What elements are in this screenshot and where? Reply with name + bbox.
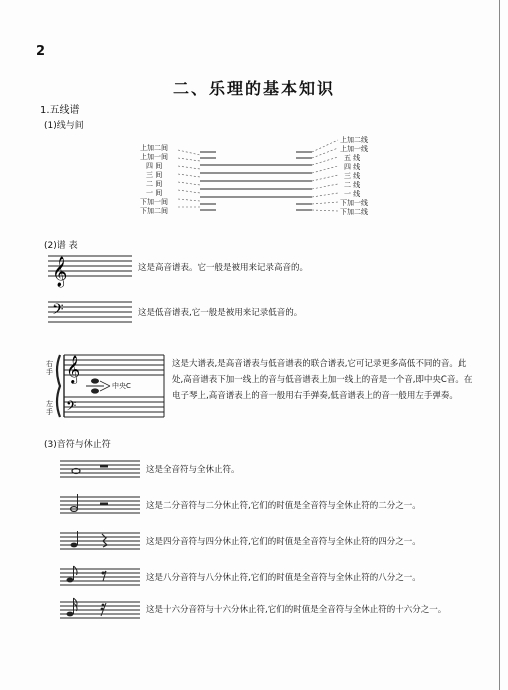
section-heading-staff: 1.五线谱 <box>40 105 80 116</box>
svg-text:𝄞: 𝄞 <box>66 355 81 383</box>
svg-text:𝄞: 𝄞 <box>52 257 68 287</box>
line-label: 上加二线 <box>340 136 368 144</box>
note-description: 这是全音符与全休止符。 <box>146 465 240 475</box>
line-label: 三 线 <box>344 172 361 180</box>
space-label: 上加一间 <box>140 153 168 161</box>
svg-text:𝄢: 𝄢 <box>52 301 64 322</box>
line-label: 下加一线 <box>340 199 368 207</box>
space-label: 二 间 <box>146 180 163 188</box>
space-label: 三 间 <box>146 171 163 179</box>
grand-staff-text: 这是大谱表,是高音谱表与低音谱表的联合谱表,它可记录更多高低不同的音。此处,高音谱表下加一线上的音与低音谱表上加一线上的音是一个音,即中央C音。在电子琴上,高音谱表上的音一般用右手弹奏,低音谱表上的音一般用左手弹奏。 <box>172 359 473 401</box>
right-hand-label: 右手 <box>46 360 53 376</box>
svg-text:𝄢: 𝄢 <box>66 398 77 417</box>
bass-clef-text: 这是低音谱表,它一般是被用来记录低音的。 <box>138 308 303 318</box>
middle-c-label: 中央C <box>112 382 131 390</box>
space-label: 上加二间 <box>140 144 168 152</box>
page-number: 2 <box>36 44 46 59</box>
space-label: 下加一间 <box>140 198 168 206</box>
space-label: 下加二间 <box>140 207 168 215</box>
left-hand-label: 左手 <box>46 400 53 416</box>
subheading-notes-rests: (3)音符与休止符 <box>44 440 111 450</box>
line-label: 四 线 <box>344 163 361 171</box>
note-description: 这是二分音符与二分休止符,它们的时值是全音符与全休止符的二分之一。 <box>146 501 421 511</box>
subheading-clefs: (2)谱 表 <box>44 241 78 251</box>
line-label: 五 线 <box>344 154 361 162</box>
line-label: 下加二线 <box>340 208 368 216</box>
note-description: 这是八分音符与八分休止符,它们的时值是全音符与全休止符的八分之一。 <box>146 573 421 583</box>
space-label: 四 间 <box>146 162 163 170</box>
subheading-lines-spaces: (1)线与间 <box>44 121 84 131</box>
page-title: 二、乐理的基本知识 <box>172 79 335 98</box>
space-label: 一 间 <box>146 189 163 197</box>
note-description: 这是十六分音符与十六分休止符,它们的时值是全音符与全休止符的十六分之一。 <box>146 605 447 615</box>
line-label: 一 线 <box>344 190 361 198</box>
line-label: 上加一线 <box>340 145 368 153</box>
note-description: 这是四分音符与四分休止符,它们的时值是全音符与全休止符的四分之一。 <box>146 537 421 547</box>
line-label: 二 线 <box>344 181 361 189</box>
treble-clef-text: 这是高音谱表。它一般是被用来记录高音的。 <box>138 263 309 273</box>
